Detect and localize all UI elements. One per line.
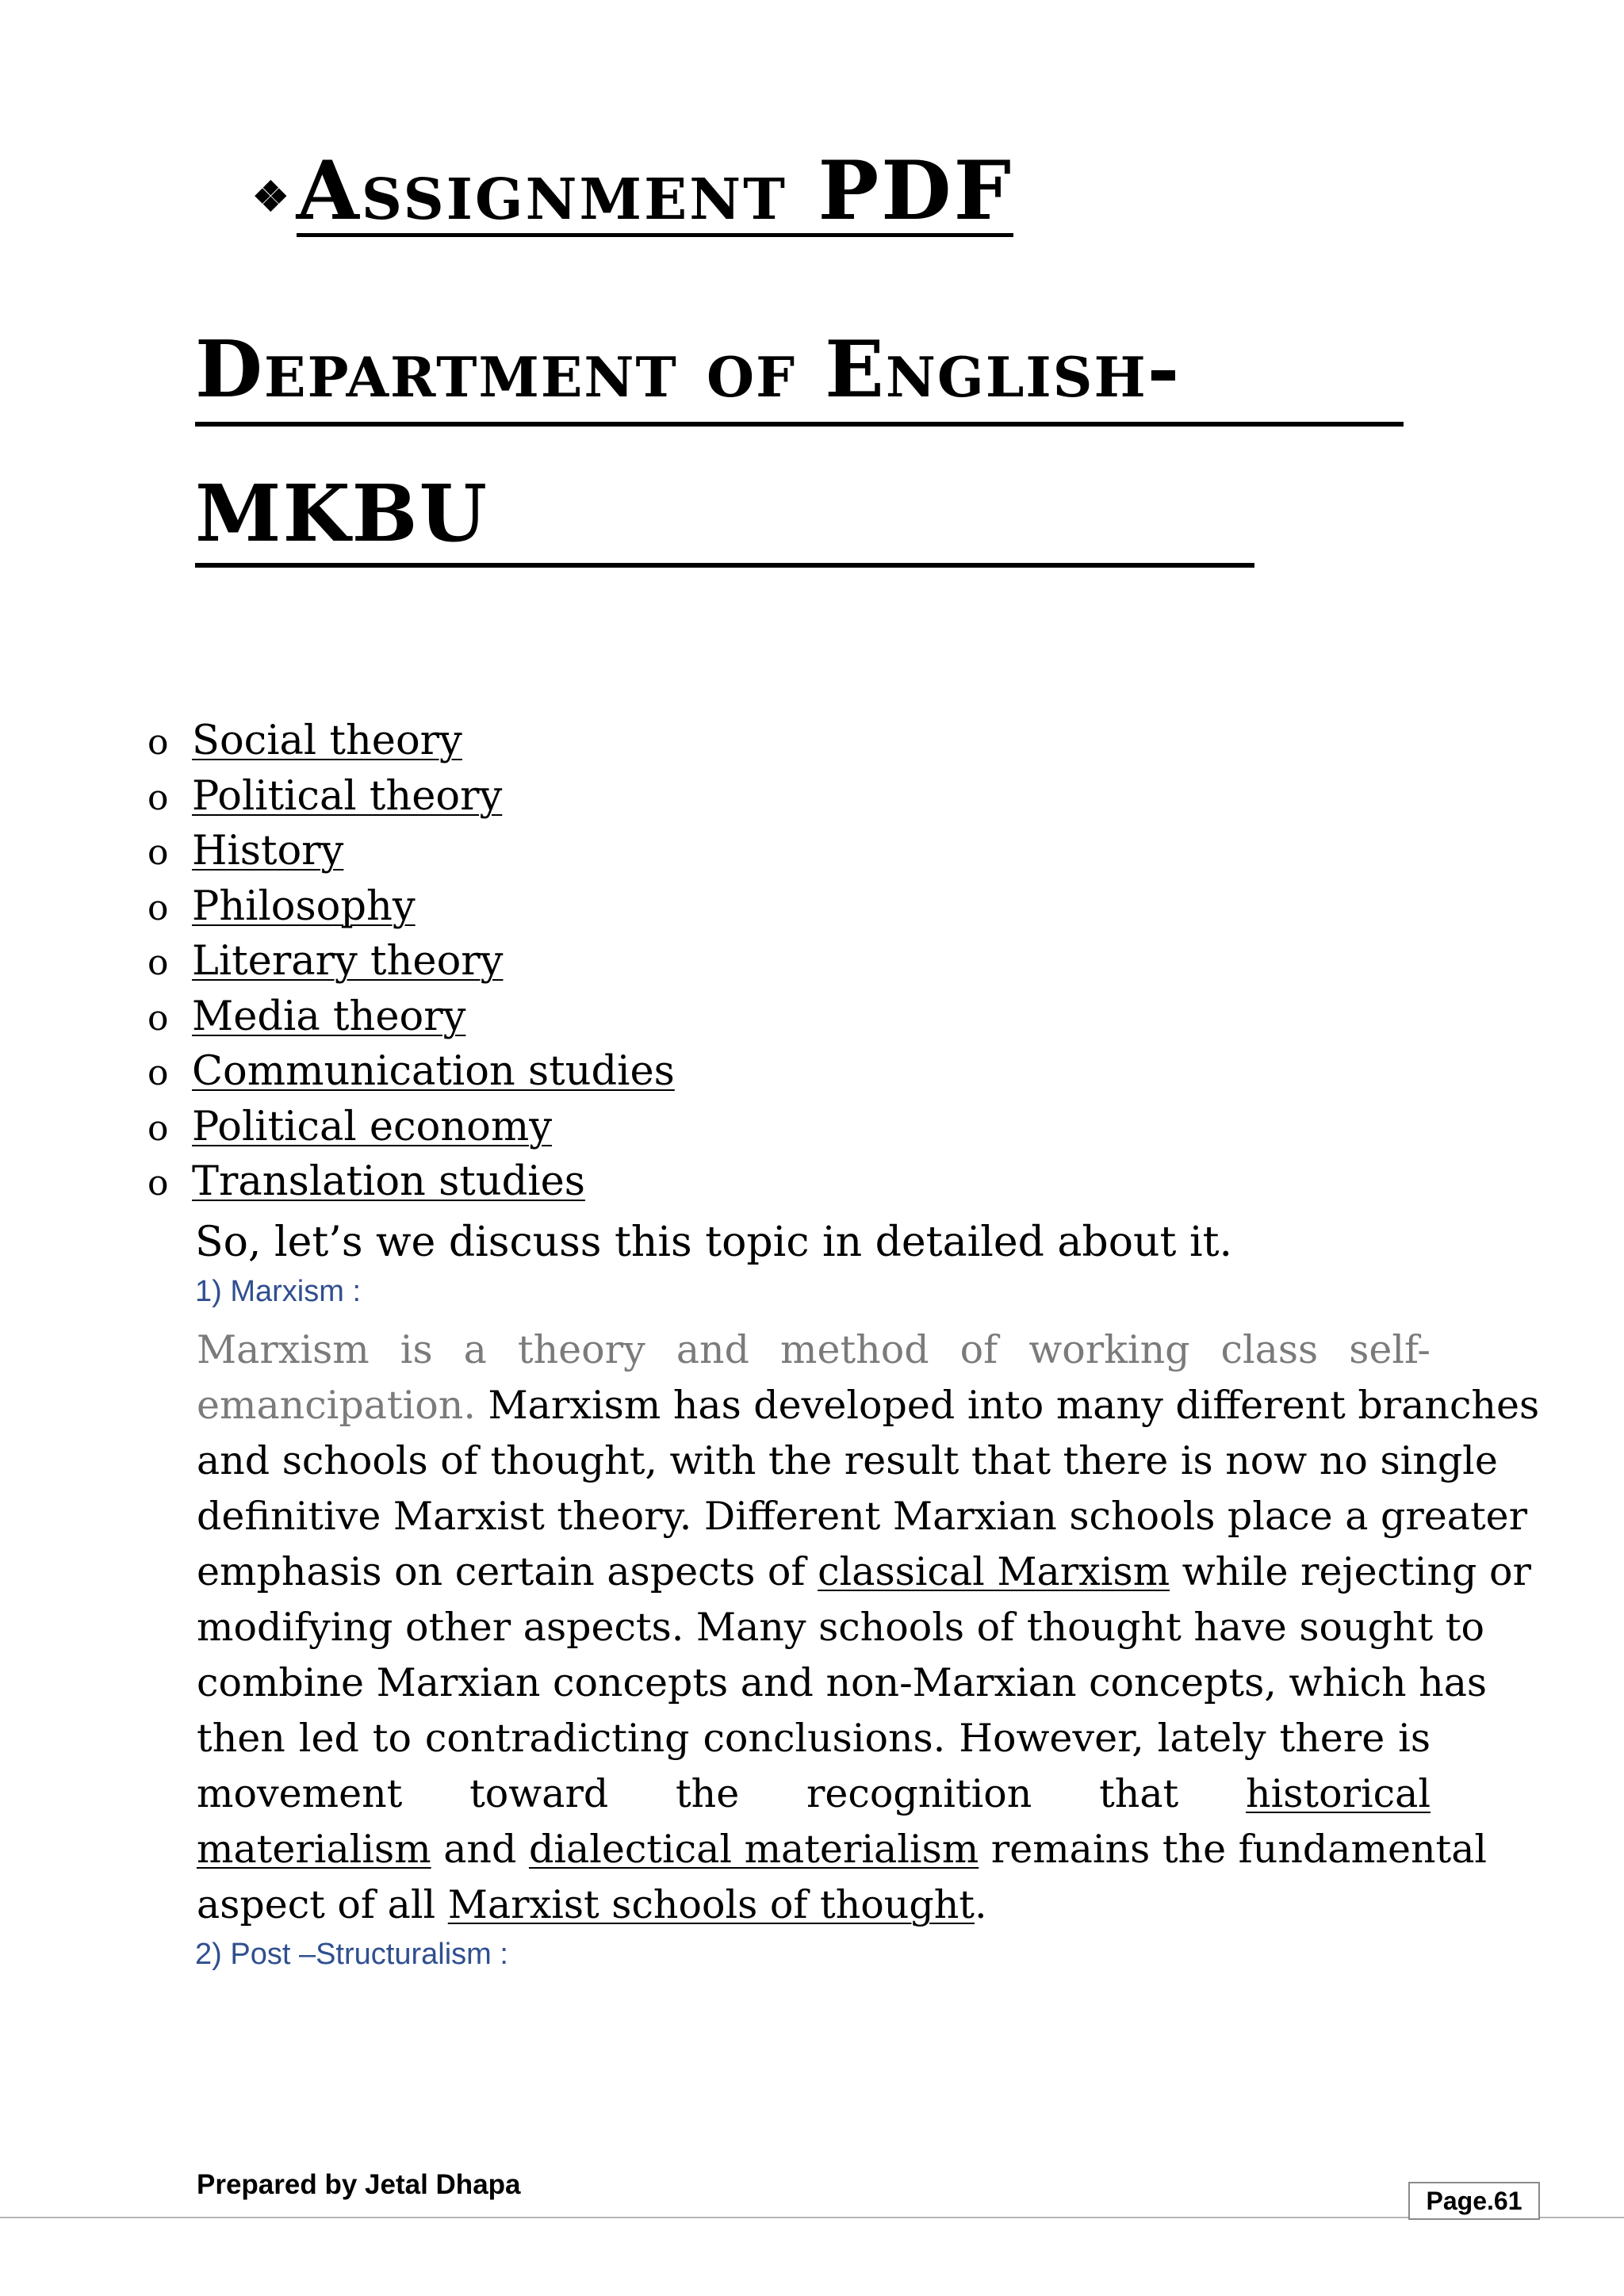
paragraph-text: and xyxy=(431,1827,529,1872)
paragraph-text: emphasis on certain aspects of xyxy=(197,1549,818,1594)
topic-link-political-economy[interactable]: Political economy xyxy=(192,1103,553,1150)
list-item xyxy=(147,714,675,769)
department-heading-line1: Department of English- xyxy=(195,324,1182,415)
list-item xyxy=(147,879,675,935)
link-historical-materialism-cont[interactable]: materialism xyxy=(197,1827,431,1872)
link-marxist-schools-of-thought[interactable]: Marxist schools of thought xyxy=(447,1882,975,1927)
topic-link-social-theory[interactable]: Social theory xyxy=(192,718,462,764)
department-underline-1 xyxy=(195,422,1404,427)
footer-author: Prepared by Jetal Dhapa xyxy=(197,2169,521,2200)
topic-link-philosophy[interactable]: Philosophy xyxy=(192,882,416,930)
topic-link-literary-theory[interactable]: Literary theory xyxy=(192,938,504,985)
paragraph-line: combine Marxian concepts and non-Marxian concepts, which has xyxy=(197,1660,1488,1705)
list-item xyxy=(147,934,675,989)
list-item xyxy=(147,1100,675,1155)
paragraph-text: Marxism has developed into many different branches xyxy=(475,1383,1540,1428)
topic-list xyxy=(147,714,675,1210)
list-bullet: o xyxy=(147,777,169,818)
paragraph-line xyxy=(197,1378,1540,1433)
list-bullet: o xyxy=(147,1163,169,1203)
list-bullet: o xyxy=(147,1053,169,1093)
topic-link-communication-studies[interactable]: Communication studies xyxy=(192,1048,675,1095)
paragraph-text: . xyxy=(975,1882,987,1927)
topic-link-media-theory[interactable]: Media theory xyxy=(192,993,466,1040)
topic-link-history[interactable]: History xyxy=(192,828,344,874)
paragraph-text: while rejecting or xyxy=(1170,1549,1531,1594)
page-number: Page.61 xyxy=(1408,2182,1540,2220)
list-bullet: o xyxy=(147,722,169,763)
paragraph-line: definitive Marxist theory. Different Marxian schools place a greater xyxy=(197,1494,1528,1539)
topic-link-political-theory[interactable]: Political theory xyxy=(192,772,503,820)
assignment-title-text: Assignment PDF xyxy=(296,144,1014,239)
paragraph-line xyxy=(197,1544,1531,1600)
intro-sentence: So, let’s we discuss this topic in detailed about it. xyxy=(195,1219,1232,1266)
diamond-bullet-icon: ❖ xyxy=(252,173,292,222)
list-bullet: o xyxy=(147,943,169,983)
section-heading-post-structuralism: 2) Post –Structuralism : xyxy=(195,1938,508,1971)
footer-divider xyxy=(0,2217,1624,2218)
paragraph-line xyxy=(197,1822,1488,1877)
paragraph-text: remains the fundamental xyxy=(979,1827,1488,1872)
list-item xyxy=(147,989,675,1045)
paragraph-line xyxy=(197,1877,1431,1933)
paragraph-line: and schools of thought, with the result that there is now no single xyxy=(197,1438,1498,1483)
paragraph-text: aspect of all xyxy=(197,1882,448,1927)
department-underline-2 xyxy=(195,563,1254,568)
link-classical-marxism[interactable]: classical Marxism xyxy=(818,1549,1170,1594)
list-item xyxy=(147,1044,675,1100)
list-bullet: o xyxy=(147,1108,169,1149)
department-heading-line2: MKBU xyxy=(195,469,488,560)
list-item xyxy=(147,769,675,825)
paragraph-line: modifying other aspects. Many schools of thought have sought to xyxy=(197,1605,1484,1650)
paragraph-line: Marxism is a theory and method of working class self- xyxy=(197,1327,1431,1372)
link-dialectical-materialism[interactable]: dialectical materialism xyxy=(528,1827,979,1872)
paragraph-line: then led to contradicting conclusions. However, lately there is xyxy=(197,1716,1431,1761)
section-heading-marxism: 1) Marxism : xyxy=(195,1275,361,1308)
list-item xyxy=(147,1154,675,1210)
paragraph-text: emancipation. xyxy=(197,1383,476,1428)
list-bullet: o xyxy=(147,887,169,928)
list-bullet: o xyxy=(147,997,169,1039)
paragraph-text: movement toward the recognition that xyxy=(197,1771,1179,1816)
link-historical-materialism[interactable]: historical xyxy=(1246,1771,1431,1816)
list-bullet: o xyxy=(147,832,169,873)
list-item xyxy=(147,824,675,879)
paragraph-line xyxy=(197,1766,1431,1822)
assignment-title xyxy=(252,144,1014,239)
topic-link-translation-studies[interactable]: Translation studies xyxy=(192,1158,585,1205)
